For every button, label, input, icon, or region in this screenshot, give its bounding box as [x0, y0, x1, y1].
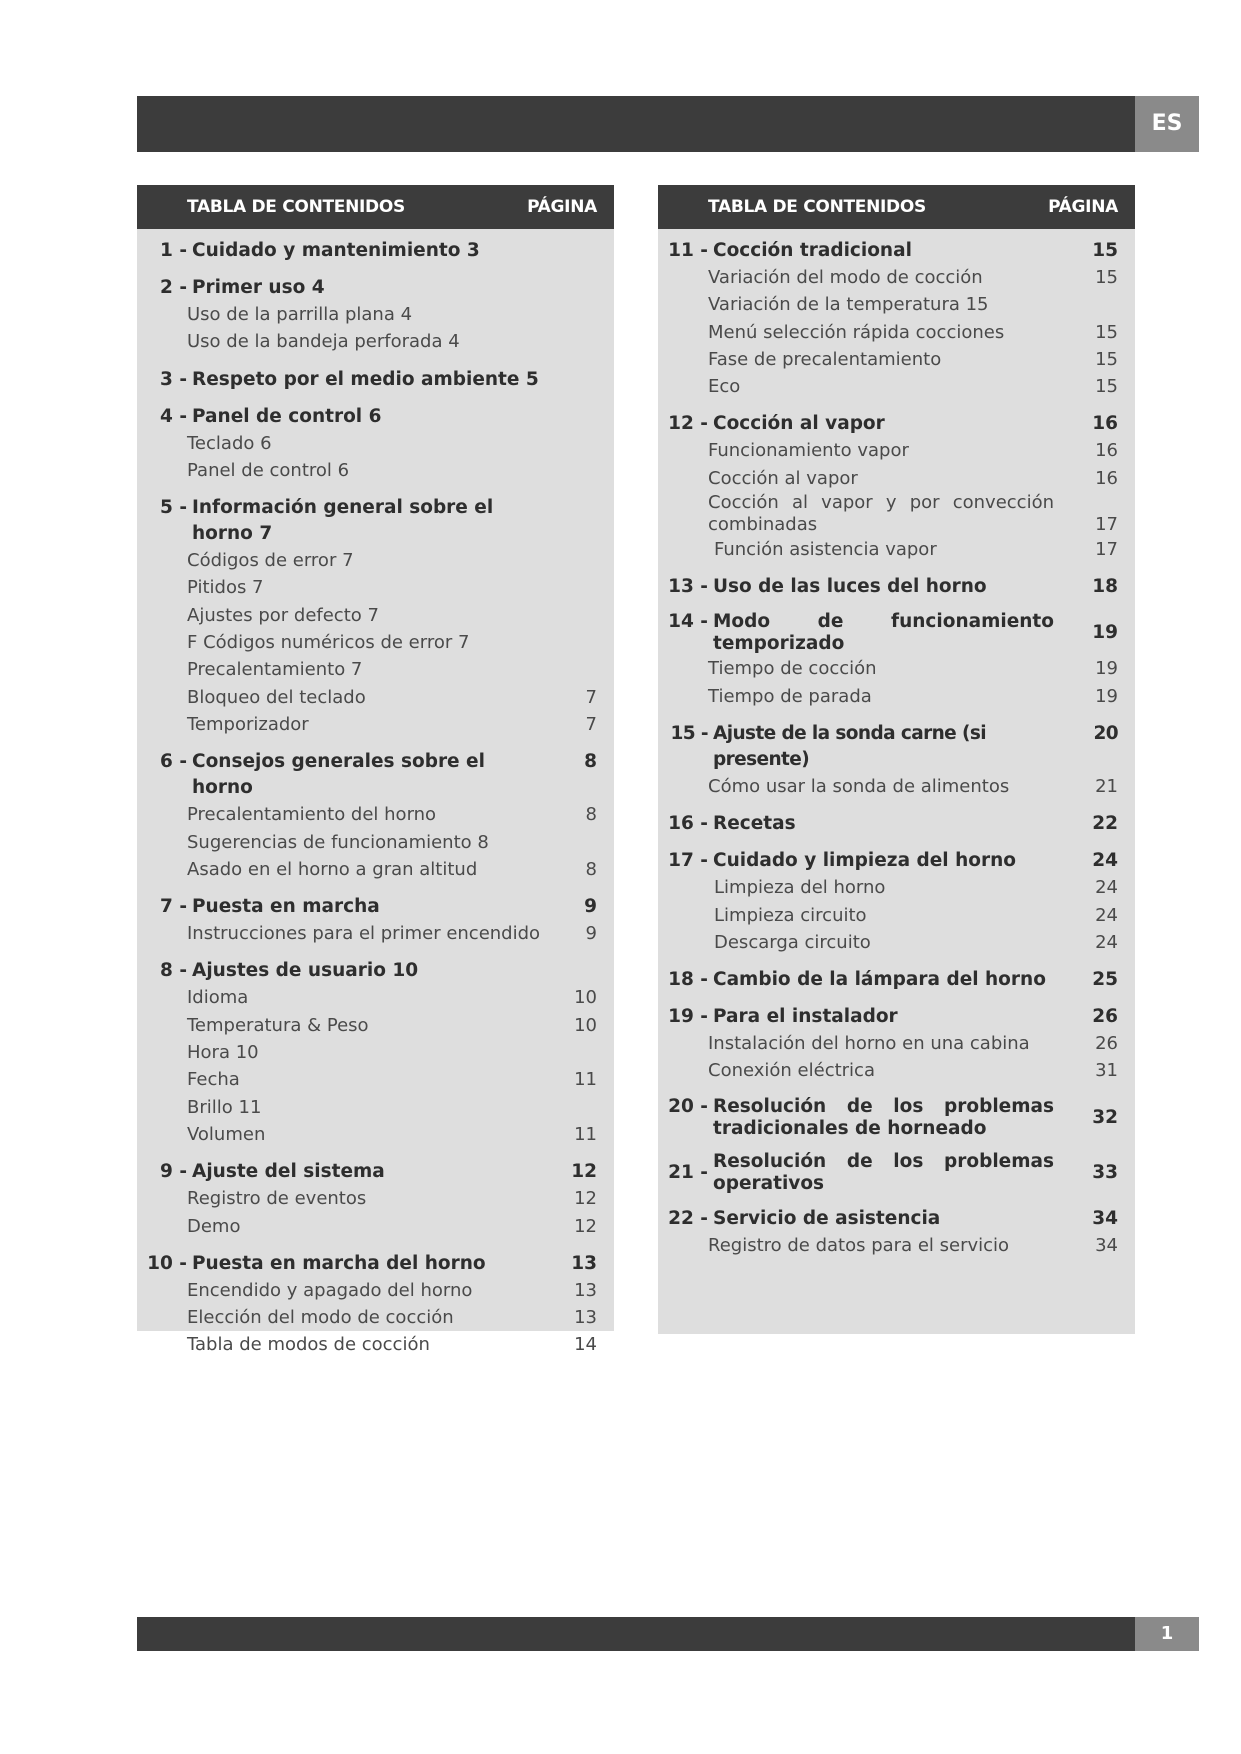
toc-subsection[interactable]	[137, 574, 614, 601]
subsection-page: 12	[574, 1188, 597, 1210]
section-title: Cocción al vapor	[713, 413, 885, 435]
subsection-title: Conexión eléctrica	[708, 1060, 875, 1082]
section-number: 16 -	[668, 813, 708, 835]
page-number: 1	[1135, 1617, 1199, 1651]
subsection-title: Eco	[708, 376, 741, 398]
section-title: Cuidado y limpieza del horno	[713, 850, 1016, 872]
subsection-title: Temperatura & Peso	[187, 1014, 369, 1036]
section-page: 32	[1092, 1106, 1118, 1128]
toc-section[interactable]	[658, 1206, 1135, 1232]
toc-section[interactable]	[137, 275, 614, 301]
subsection-page: 10	[574, 987, 597, 1009]
subsection-title: Función asistencia vapor	[714, 539, 937, 561]
toc-section[interactable]	[658, 1004, 1135, 1030]
toc-subsection[interactable]	[658, 536, 1135, 563]
subsection-page: 31	[1095, 1060, 1118, 1082]
language-tab: ES	[1135, 96, 1199, 152]
subsection-page: 17	[1095, 539, 1118, 561]
subsection-page: 24	[1095, 877, 1118, 899]
subsection-page: 21	[1095, 775, 1118, 797]
subsection-title: Demo	[187, 1215, 241, 1237]
toc-subsection[interactable]	[658, 773, 1135, 800]
section-page: 19	[1092, 622, 1118, 644]
toc-list	[137, 229, 614, 1359]
section-title: Recetas	[713, 813, 796, 835]
toc-section[interactable]	[658, 967, 1135, 993]
subsection-title: Encendido y apagado del horno	[187, 1279, 473, 1301]
section-number: 17 -	[668, 850, 708, 872]
toc-section[interactable]	[658, 1151, 1135, 1195]
toc-section[interactable]	[658, 721, 1135, 773]
toc-section[interactable]	[658, 574, 1135, 600]
section-title: Uso de las luces del horno	[713, 576, 987, 598]
subsection-title: F Códigos numéricos de error 7	[187, 632, 470, 654]
toc-section[interactable]	[137, 1251, 614, 1277]
subsection-title: Hora 10	[187, 1042, 259, 1064]
subsection-title: Sugerencias de funcionamiento 8	[187, 831, 489, 853]
section-number: 18 -	[668, 969, 708, 991]
subsection-page: 15	[1095, 376, 1118, 398]
section-title: Resolución de los problemas operativos	[713, 1150, 1054, 1194]
subsection-page: 11	[574, 1069, 597, 1091]
toc-subsection[interactable]	[137, 1094, 614, 1121]
subsection-page: 14	[574, 1334, 597, 1356]
toc-subsection[interactable]	[137, 602, 614, 629]
subsection-title: Limpieza circuito	[714, 904, 867, 926]
subsection-page: 16	[1095, 467, 1118, 489]
subsection-page: 24	[1095, 931, 1118, 953]
subsection-page: 13	[574, 1279, 597, 1301]
toc-subsection[interactable]	[137, 430, 614, 457]
section-page: 15	[1092, 240, 1118, 261]
toc-subsection[interactable]	[137, 920, 614, 947]
toc-section[interactable]	[137, 894, 614, 920]
section-title: Puesta en marcha del horno	[192, 1252, 486, 1274]
toc-subsection[interactable]	[137, 1331, 614, 1358]
section-title: Para el instalador	[713, 1006, 898, 1028]
subsection-page: 34	[1095, 1234, 1118, 1256]
subsection-page: 24	[1095, 904, 1118, 926]
toc-subsection[interactable]	[658, 902, 1135, 929]
section-title: Servicio de asistencia	[713, 1207, 941, 1229]
section-title: Panel de control 6	[192, 405, 382, 427]
subsection-page: 8	[585, 804, 597, 826]
subsection-page: 9	[585, 923, 597, 945]
section-page: 26	[1092, 1006, 1118, 1028]
toc-subsection[interactable]	[137, 1304, 614, 1331]
toc-heading: TABLA DE CONTENIDOS	[708, 197, 926, 217]
subsection-title: Pitidos 7	[187, 577, 264, 599]
subsection-title: Variación del modo de cocción	[708, 267, 983, 288]
toc-subsection[interactable]	[658, 655, 1135, 682]
toc-subsection[interactable]	[658, 874, 1135, 901]
section-number: 4 -	[160, 405, 187, 427]
subsection-title: Funcionamiento vapor	[708, 440, 909, 462]
toc-subsection[interactable]	[137, 301, 614, 328]
toc-list	[658, 229, 1135, 1259]
section-page: 8	[584, 751, 597, 773]
subsection-title: Menú selección rápida cocciones	[708, 321, 1005, 343]
subsection-page: 7	[585, 713, 597, 735]
section-number: 7 -	[160, 896, 187, 918]
subsection-page: 15	[1095, 267, 1118, 288]
subsection-page: 7	[585, 686, 597, 708]
subsection-title: Teclado 6	[187, 432, 272, 454]
toc-subsection[interactable]	[658, 465, 1135, 492]
subsection-title: Tiempo de cocción	[708, 658, 877, 680]
toc-subsection[interactable]	[658, 319, 1135, 346]
toc-subsection[interactable]	[137, 1277, 614, 1304]
toc-subsection[interactable]	[137, 829, 614, 856]
subsection-title: Idioma	[187, 987, 249, 1009]
section-page: 18	[1092, 576, 1118, 598]
section-number: 2 -	[160, 277, 187, 298]
header-bar	[137, 96, 1199, 152]
subsection-page: 15	[1095, 321, 1118, 343]
section-number: 3 -	[160, 368, 187, 390]
subsection-title: Brillo 11	[187, 1096, 262, 1118]
toc-subsection[interactable]	[658, 929, 1135, 956]
section-number: 10 -	[147, 1252, 187, 1274]
toc-subsection[interactable]	[137, 1185, 614, 1212]
section-title: Cuidado y mantenimiento 3	[192, 240, 480, 261]
subsection-page: 10	[574, 1014, 597, 1036]
subsection-title: Registro de datos para el servicio	[708, 1234, 1010, 1256]
section-title: Resolución de los problemas tradicionales de horneado	[713, 1095, 1054, 1139]
toc-section[interactable]	[658, 411, 1135, 437]
subsection-title: Fecha	[187, 1069, 240, 1091]
subsection-page: 19	[1095, 658, 1118, 680]
subsection-title: Registro de eventos	[187, 1188, 367, 1210]
subsection-page: 16	[1095, 440, 1118, 462]
subsection-title: Volumen	[187, 1123, 266, 1145]
subsection-page: 11	[574, 1123, 597, 1145]
toc-section[interactable]	[137, 1159, 614, 1185]
subsection-title: Cocción al vapor y por convección combinadas	[708, 492, 1054, 536]
toc-subsection[interactable]	[137, 547, 614, 574]
subsection-title: Uso de la bandeja perforada 4	[187, 331, 460, 353]
section-number: 8 -	[160, 960, 187, 982]
subsection-title: Variación de la temperatura 15	[708, 294, 989, 316]
section-number: 13 -	[668, 576, 708, 598]
subsection-title: Tiempo de parada	[708, 685, 872, 707]
subsection-page: 19	[1095, 685, 1118, 707]
toc-section[interactable]	[658, 811, 1135, 837]
toc-subsection[interactable]	[137, 328, 614, 355]
section-title: Ajuste de la sonda carne (si presente)	[713, 722, 986, 770]
subsection-title: Cómo usar la sonda de alimentos	[708, 775, 1010, 797]
section-page: 25	[1092, 969, 1118, 991]
section-number: 5 -	[160, 497, 187, 519]
section-number: 9 -	[160, 1161, 187, 1183]
section-number: 11 -	[668, 240, 708, 261]
subsection-title: Instalación del horno en una cabina	[708, 1033, 1030, 1055]
subsection-title: Precalentamiento del horno	[187, 804, 437, 826]
section-page: 12	[571, 1161, 597, 1183]
section-number: 22 -	[668, 1207, 708, 1229]
toc-subsection[interactable]	[137, 801, 614, 828]
toc-section[interactable]	[137, 404, 614, 430]
footer-bar	[137, 1617, 1199, 1651]
section-title: Primer uso 4	[192, 277, 325, 298]
toc-subsection[interactable]	[658, 437, 1135, 464]
section-title: Consejos generales sobre el horno	[192, 751, 485, 799]
toc-section[interactable]	[658, 1096, 1135, 1140]
section-number: 19 -	[668, 1006, 708, 1028]
section-number: 15 -	[670, 722, 708, 744]
toc-subsection[interactable]	[658, 683, 1135, 710]
toc-section[interactable]	[658, 611, 1135, 655]
section-page: 9	[584, 896, 597, 918]
subsection-title: Instrucciones para el primer encendido	[187, 923, 541, 945]
toc-subsection[interactable]	[658, 373, 1135, 400]
toc-subsection[interactable]	[137, 1039, 614, 1066]
toc-subsection[interactable]	[658, 1030, 1135, 1057]
toc-section[interactable]	[137, 495, 614, 547]
subsection-title: Uso de la parrilla plana 4	[187, 304, 413, 325]
section-title: Ajustes de usuario 10	[192, 960, 419, 982]
subsection-title: Códigos de error 7	[187, 550, 354, 572]
toc-subsection[interactable]	[658, 1057, 1135, 1084]
toc-subsection[interactable]	[658, 291, 1135, 318]
section-page: 34	[1092, 1207, 1118, 1229]
toc-subsection[interactable]	[137, 711, 614, 738]
toc-subsection[interactable]	[137, 656, 614, 683]
toc-subsection[interactable]	[658, 346, 1135, 373]
toc-subsection[interactable]	[658, 1232, 1135, 1259]
section-title: Modo de funcionamiento temporizado	[713, 611, 1054, 655]
section-title: Ajuste del sistema	[192, 1161, 385, 1183]
toc-column-left	[137, 185, 614, 1356]
toc-subsection[interactable]	[137, 856, 614, 883]
toc-section[interactable]	[137, 367, 614, 393]
section-page: 33	[1092, 1161, 1118, 1183]
toc-heading: TABLA DE CONTENIDOS	[187, 197, 405, 217]
subsection-title: Tabla de modos de cocción	[187, 1334, 430, 1356]
subsection-page: 8	[585, 858, 597, 880]
section-number: 1 -	[160, 240, 187, 261]
section-title: Respeto por el medio ambiente 5	[192, 368, 539, 390]
toc-section[interactable]	[137, 238, 614, 264]
page-heading: PÁGINA	[1048, 197, 1118, 217]
section-page: 20	[1093, 722, 1118, 744]
toc-header	[137, 185, 614, 229]
toc-header	[658, 185, 1135, 229]
section-number: 12 -	[668, 413, 708, 435]
section-title: Puesta en marcha	[192, 896, 380, 918]
section-page: 22	[1092, 813, 1118, 835]
subsection-title: Cocción al vapor	[708, 467, 858, 489]
section-number: 14 -	[668, 611, 708, 633]
toc-section[interactable]	[137, 958, 614, 984]
subsection-title: Elección del modo de cocción	[187, 1307, 454, 1329]
subsection-page: 26	[1095, 1033, 1118, 1055]
toc-subsection[interactable]	[137, 684, 614, 711]
toc-subsection[interactable]	[137, 457, 614, 484]
section-number: 20 -	[668, 1095, 708, 1117]
subsection-title: Precalentamiento 7	[187, 659, 363, 681]
toc-subsection[interactable]	[137, 1066, 614, 1093]
section-title: Información general sobre el horno 7	[192, 497, 494, 545]
toc-section[interactable]	[658, 848, 1135, 874]
toc-subsection[interactable]	[137, 984, 614, 1011]
toc-subsection[interactable]	[658, 492, 1135, 536]
subsection-title: Ajustes por defecto 7	[187, 604, 379, 626]
toc-subsection[interactable]	[658, 264, 1135, 291]
subsection-title: Temporizador	[187, 713, 309, 735]
section-page: 24	[1092, 850, 1118, 872]
toc-subsection[interactable]	[137, 1012, 614, 1039]
subsection-title: Limpieza del horno	[714, 877, 886, 899]
page-heading: PÁGINA	[527, 197, 597, 217]
section-number: 21 -	[668, 1161, 708, 1183]
toc-subsection[interactable]	[137, 1213, 614, 1240]
section-page: 16	[1092, 413, 1118, 435]
toc-section[interactable]	[137, 749, 614, 801]
subsection-title: Panel de control 6	[187, 459, 350, 481]
subsection-page: 15	[1095, 348, 1118, 370]
subsection-page: 13	[574, 1307, 597, 1329]
subsection-title: Descarga circuito	[714, 931, 871, 953]
toc-subsection[interactable]	[137, 629, 614, 656]
toc-subsection[interactable]	[137, 1121, 614, 1148]
section-title: Cambio de la lámpara del horno	[713, 969, 1046, 991]
subsection-page: 17	[1095, 514, 1118, 536]
section-page: 13	[571, 1252, 597, 1274]
subsection-page: 12	[574, 1215, 597, 1237]
section-number: 6 -	[160, 751, 187, 773]
subsection-title: Bloqueo del teclado	[187, 686, 366, 708]
toc-section[interactable]	[658, 238, 1135, 264]
subsection-title: Asado en el horno a gran altitud	[187, 858, 478, 880]
toc-column-right	[658, 185, 1135, 1334]
subsection-title: Fase de precalentamiento	[708, 348, 942, 370]
section-title: Cocción tradicional	[713, 240, 912, 261]
